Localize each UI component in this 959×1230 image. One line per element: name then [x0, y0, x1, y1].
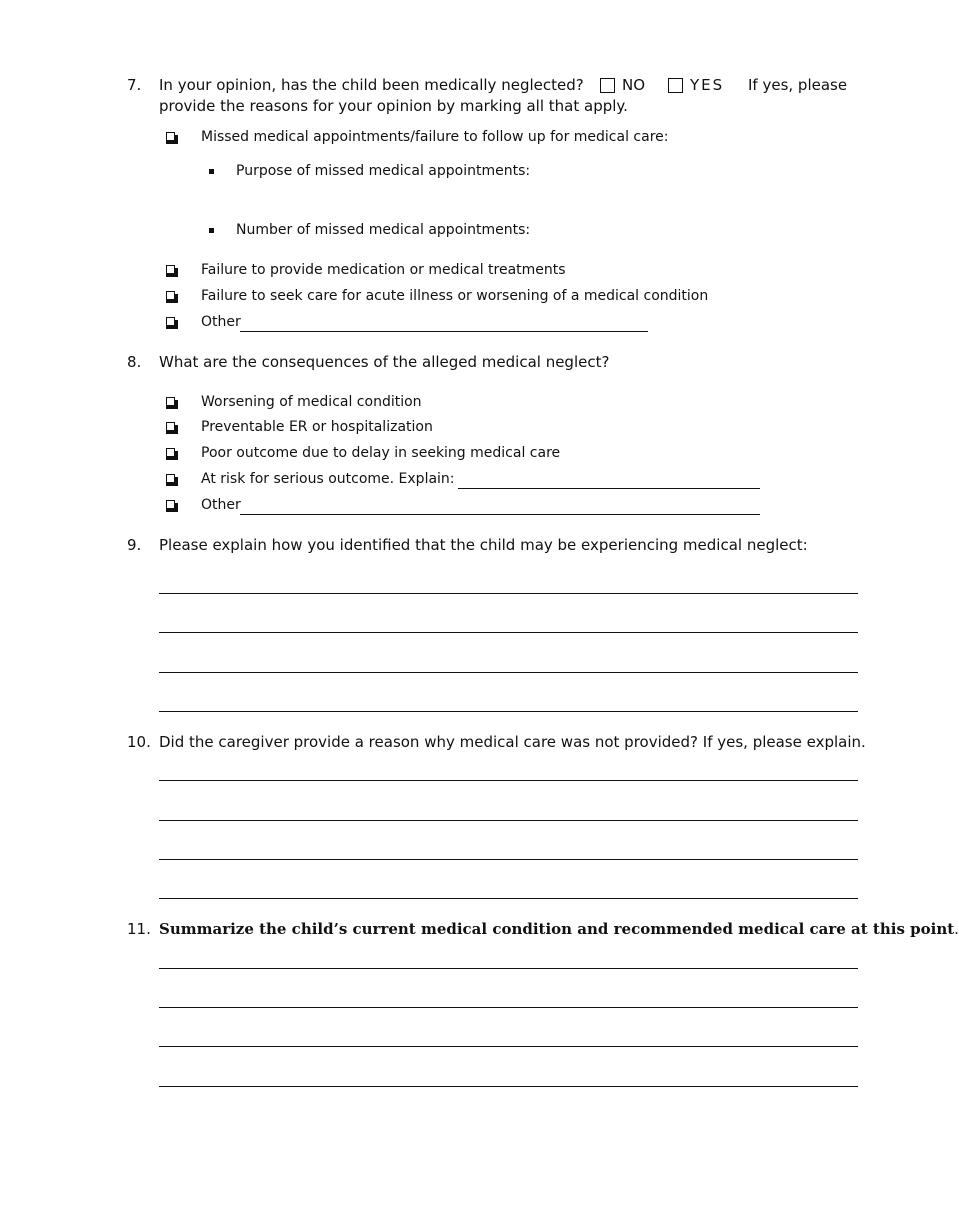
q10-number: 10. [127, 733, 151, 751]
q7-no-label: NO [622, 76, 646, 94]
q9-question: Please explain how you identified that the child may be experiencing medical neglect: [159, 536, 808, 554]
q9-answer-line[interactable] [159, 593, 858, 594]
q10-answer-line[interactable] [159, 780, 858, 781]
q10-question: Did the caregiver provide a reason why medical care was not provided? If yes, please explain. [159, 733, 866, 751]
q7-option-checkbox[interactable] [166, 291, 175, 300]
bullet-icon [209, 228, 214, 233]
q8-option-checkbox[interactable] [166, 422, 175, 431]
q8-option-checkbox[interactable] [166, 474, 175, 483]
q8-question: What are the consequences of the alleged medical neglect? [159, 353, 610, 371]
bullet-icon [209, 169, 214, 174]
q7-option-checkbox[interactable] [166, 317, 175, 326]
q7-option-checkbox[interactable] [166, 132, 175, 141]
q8-option-at-risk: At risk for serious outcome. Explain: [201, 471, 455, 487]
q8-option-checkbox[interactable] [166, 500, 175, 509]
q7-option-medication: Failure to provide medication or medical treatments [201, 262, 566, 278]
q7-other-line[interactable] [240, 331, 648, 332]
q7-option-acute-illness: Failure to seek care for acute illness or worsening of a medical condition [201, 288, 709, 304]
q7-option-checkbox[interactable] [166, 265, 175, 274]
q11-answer-line[interactable] [159, 968, 858, 969]
q7-option-missed-appointments: Missed medical appointments/failure to follow up for medical care: [201, 129, 669, 145]
q11-number: 11. [127, 920, 151, 938]
q8-option-worsening: Worsening of medical condition [201, 394, 422, 410]
q8-option-checkbox[interactable] [166, 448, 175, 457]
q8-option-poor-outcome: Poor outcome due to delay in seeking medical care [201, 445, 561, 461]
q8-explain-line[interactable] [458, 488, 760, 489]
q8-option-preventable-er: Preventable ER or hospitalization [201, 419, 433, 435]
q10-answer-line[interactable] [159, 898, 858, 899]
q7-sub-purpose: Purpose of missed medical appointments: [236, 163, 531, 179]
q11-period: . [954, 920, 959, 938]
q8-other-line[interactable] [240, 514, 760, 515]
q11-question-text: Summarize the child’s current medical condition and recommended medical care at this point [159, 920, 955, 938]
q8-option-other: Other [201, 497, 241, 513]
q8-option-checkbox[interactable] [166, 397, 175, 406]
q7-question: In your opinion, has the child been medically neglected? [159, 76, 584, 94]
q7-yes-checkbox[interactable] [668, 78, 683, 93]
q7-line2: provide the reasons for your opinion by marking all that apply. [159, 97, 628, 115]
q9-answer-line[interactable] [159, 711, 858, 712]
q7-option-other: Other [201, 314, 241, 330]
q7-no-checkbox[interactable] [600, 78, 615, 93]
q11-answer-line[interactable] [159, 1086, 858, 1087]
q7-followup: If yes, please [748, 76, 848, 94]
q9-number: 9. [127, 536, 142, 554]
q7-yes-label: YES [690, 76, 725, 94]
q7-sub-number: Number of missed medical appointments: [236, 222, 531, 238]
q10-answer-line[interactable] [159, 859, 858, 860]
q9-answer-line[interactable] [159, 672, 858, 673]
q10-answer-line[interactable] [159, 820, 858, 821]
q11-question [159, 920, 959, 938]
q11-answer-line[interactable] [159, 1046, 858, 1047]
q11-answer-line[interactable] [159, 1007, 858, 1008]
q8-number: 8. [127, 353, 142, 371]
q9-answer-line[interactable] [159, 632, 858, 633]
q7-number: 7. [127, 76, 142, 94]
